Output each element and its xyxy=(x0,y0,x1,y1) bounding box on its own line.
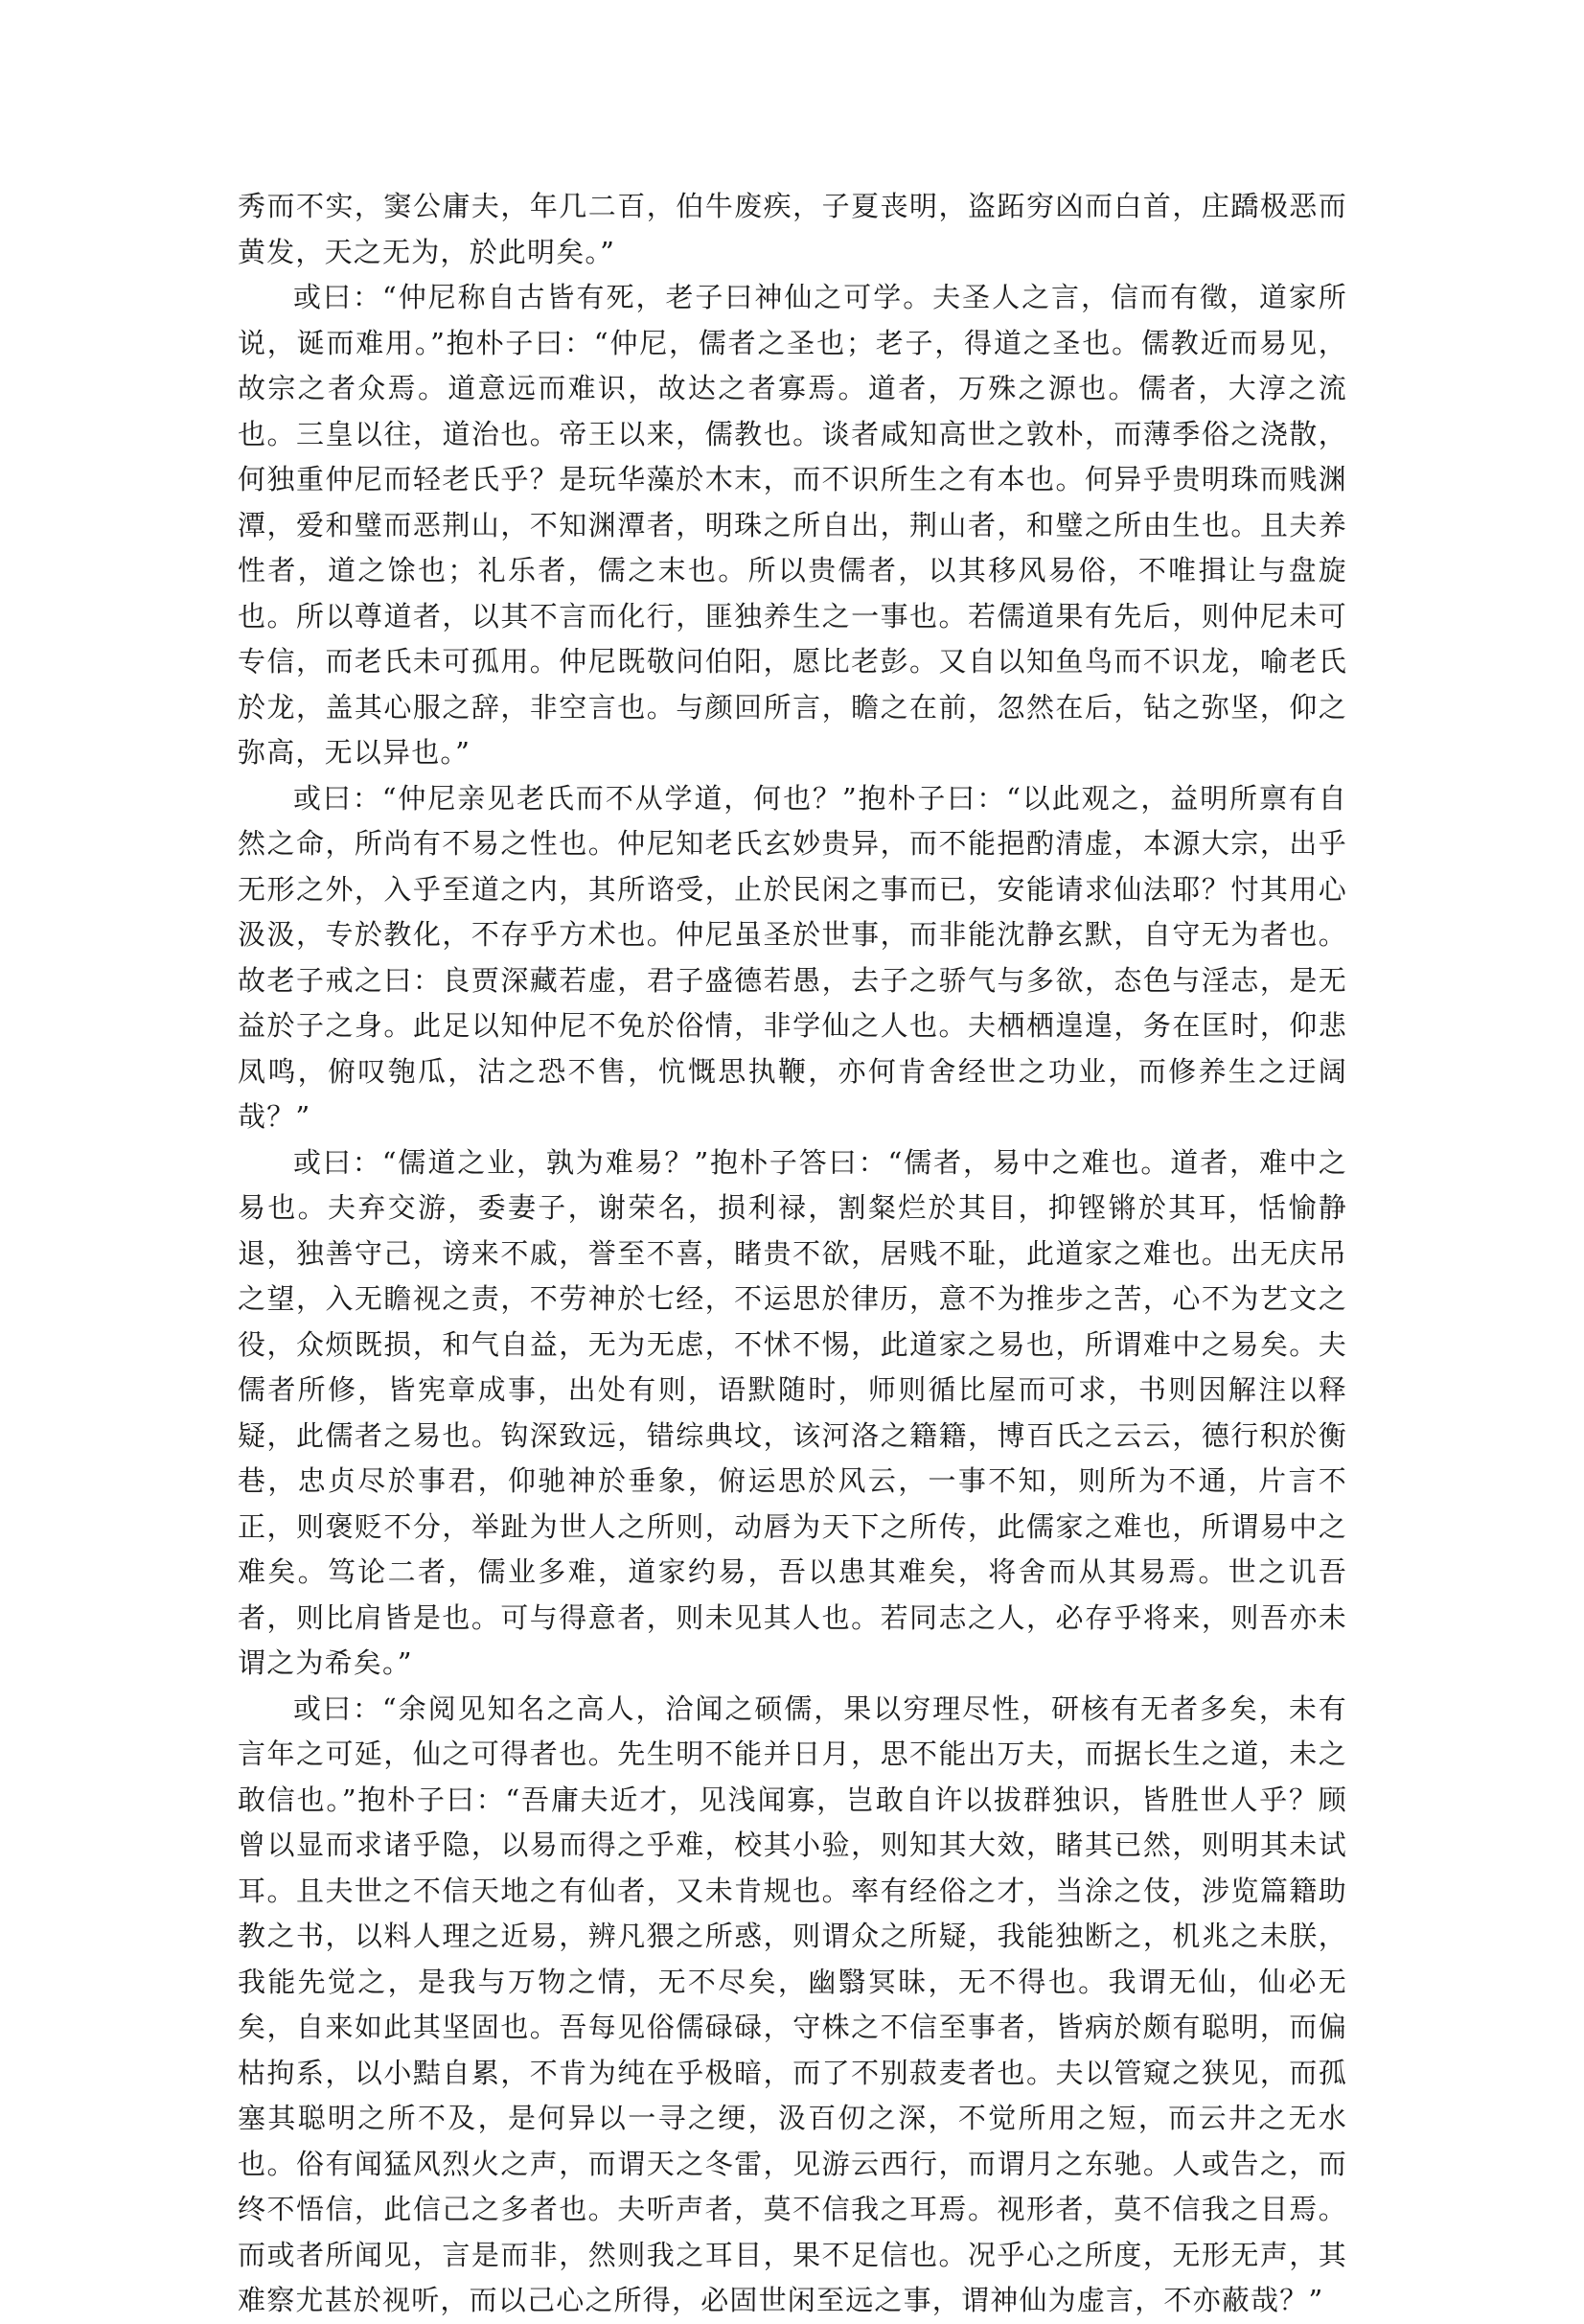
paragraph-3: 或曰：“仲尼亲见老氏而不从学道，何也？”抱朴子曰：“以此观之，益明所禀有自然之命，所尚有不易之性也。仲尼知老氏玄妙贵异，而不能挹酌清虚，本源大宗，出乎无形之外，入乎至道之内，其所谘受，止於民闲之事而已，安能请求仙法耶？忖其用心汲汲，专於教化，不存乎方术也。仲尼虽圣於世事，而非能沈静玄默，自守无为者也。故老子戒之曰：良贾深藏若虚，君子盛德若愚，去子之骄气与多欲，态色与淫志，是无益於子之身。此足以知仲尼不免於俗情，非学仙之人也。夫栖栖遑遑，务在匡时，仰悲凤鸣，俯叹匏瓜，沽之恐不售，忼慨思执鞭，亦何肯舍经世之功业，而修养生之迂阔哉？” xyxy=(238,781,1347,1133)
paragraph-2: 或曰：“仲尼称自古皆有死，老子曰神仙之可学。夫圣人之言，信而有徵，道家所说，诞而难用。”抱朴子曰：“仲尼，儒者之圣也；老子，得道之圣也。儒教近而易见，故宗之者众焉。道意远而难识，故达之者寡焉。道者，万殊之源也。儒者，大淳之流也。三皇以往，道治也。帝王以来，儒教也。谈者咸知高世之敦朴，而薄季俗之浇散，何独重仲尼而轻老氏乎？是玩华藻於木末，而不识所生之有本也。何异乎贵明珠而贱渊潭，爱和璧而恶荆山，不知渊潭者，明珠之所自出，荆山者，和璧之所由生也。且夫养性者，道之馀也；礼乐者，儒之末也。所以贵儒者，以其移风易俗，不唯揖让与盘旋也。所以尊道者，以其不言而化行，匪独养生之一事也。若儒道果有先后，则仲尼未可专信，而老氏未可孤用。仲尼既敬问伯阳，愿比老彭。又自以知鱼鸟而不识龙，喻老氏於龙，盖其心服之辞，非空言也。与颜回所言，瞻之在前，忽然在后，钻之弥坚，仰之弥高，无以异也。” xyxy=(238,281,1347,769)
paragraph-1: 秀而不实，窦公庸夫，年几二百，伯牛废疾，子夏丧明，盗跖穷凶而白首，庄蹻极恶而黄发，天之无为，於此明矣。” xyxy=(238,190,1347,268)
paragraph-5: 或曰：“余阅见知名之高人，洽闻之硕儒，果以穷理尽性，研核有无者多矣，未有言年之可延，仙之可得者也。先生明不能并日月，思不能出万夫，而据长生之道，未之敢信也。”抱朴子曰：“吾庸夫近才，见浅闻寡，岂敢自许以拔群独识，皆胜世人乎？顾曾以显而求诸乎隐，以易而得之乎难，校其小验，则知其大效，睹其已然，则明其未试耳。且夫世之不信天地之有仙者，又未肯规也。率有经俗之才，当涂之伎，涉览篇籍助教之书，以料人理之近易，辨凡猥之所惑，则谓众之所疑，我能独断之，机兆之未朕，我能先觉之，是我与万物之情，无不尽矣，幽翳冥昧，无不得也。我谓无仙，仙必无矣，自来如此其坚固也。吾每见俗儒碌碌，守株之不信至事者，皆病於颇有聪明，而偏枯拘系，以小黠自累，不肯为纯在乎极暗，而了不别菽麦者也。夫以管窥之狭见，而孤塞其聪明之所不及，是何异以一寻之绠，汲百仞之深，不觉所用之短，而云井之无水也。俗有闻猛风烈火之声，而谓天之冬雷，见游云西行，而谓月之东驰。人或告之，而终不悟信，此信己之多者也。夫听声者，莫不信我之耳焉。视形者，莫不信我之目焉。而或者所闻见，言是而非，然则我之耳目，果不足信也。况乎心之所度，无形无声，其难察尤甚於视听，而以己心之所得，必固世闲至远之事，谓神仙为虚言，不亦蔽哉？” xyxy=(238,1691,1347,2316)
paragraph-4: 或曰：“儒道之业，孰为难易？”抱朴子答曰：“儒者，易中之难也。道者，难中之易也。夫弃交游，委妻子，谢荣名，损利禄，割粲烂於其目，抑铿锵於其耳，恬愉静退，独善守己，谤来不戚，誉至不喜，睹贵不欲，居贱不耻，此道家之难也。出无庆吊之望，入无瞻视之责，不劳神於七经，不运思於律历，意不为推步之苦，心不为艺文之役，众烦既损，和气自益，无为无虑，不怵不惕，此道家之易也，所谓难中之易矣。夫儒者所修，皆宪章成事，出处有则，语默随时，师则循比屋而可求，书则因解注以释疑，此儒者之易也。钩深致远，错综典坟，该河洛之籍籍，博百氏之云云，德行积於衡巷，忠贞尽於事君，仰驰神於垂象，俯运思於风云，一事不知，则所为不通，片言不正，则褒贬不分，举趾为世人之所则，动唇为天下之所传，此儒家之难也，所谓易中之难矣。笃论二者，儒业多难，道家约易，吾以患其难矣，将舍而从其易焉。世之讥吾者，则比肩皆是也。可与得意者，则未见其人也。若同志之人，必存乎将来，则吾亦未谓之为希矣。” xyxy=(238,1145,1347,1679)
document-page xyxy=(238,184,1347,2324)
